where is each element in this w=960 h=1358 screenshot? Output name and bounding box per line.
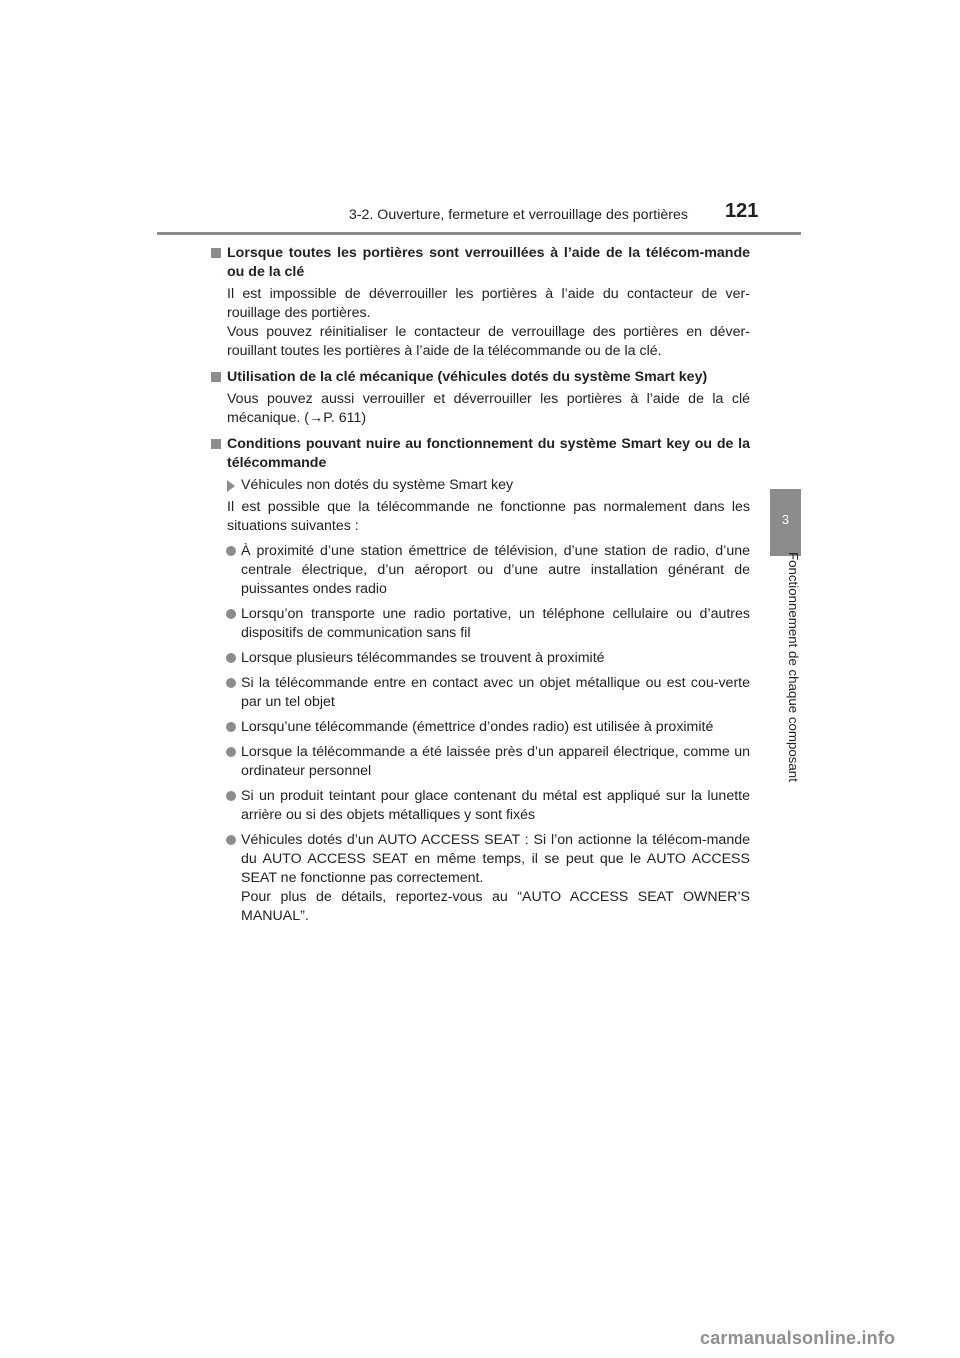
list-item — [210, 718, 750, 737]
closing-paragraph: Pour plus de détails, reportez-vous au “AUTO ACCESS SEAT OWNER’S MANUAL”. — [241, 889, 750, 924]
section-interference-conditions — [210, 435, 750, 926]
section-heading-text: Conditions pouvant nuire au fonctionnement du système Smart key ou de la télécommande — [227, 436, 750, 471]
square-bullet-icon — [211, 439, 221, 449]
section-heading — [210, 368, 750, 387]
paragraph: Il est impossible de déverrouiller les portières à l’aide du contacteur de ver-rouillage des portières. — [227, 286, 750, 321]
round-bullet-icon — [226, 609, 236, 619]
round-bullet-icon — [226, 653, 236, 663]
list-item-text: À proximité d’une station émettrice de télévision, d’une station de radio, d’une centrale électrique, d’un aéroport ou d’une autre installation générant de puissantes ondes radio — [241, 543, 750, 597]
section-mechanical-key — [210, 368, 750, 428]
section-heading — [210, 244, 750, 282]
section-locked-doors — [210, 244, 750, 361]
header-title: 3-2. Ouverture, fermeture et verrouillage des portières — [348, 207, 688, 223]
section-heading — [210, 435, 750, 473]
square-bullet-icon — [211, 248, 221, 258]
side-tab-number: 3 — [781, 512, 790, 527]
round-bullet-icon — [226, 678, 236, 688]
subheading-text: Véhicules non dotés du système Smart key — [241, 477, 514, 493]
page-number: 121 — [725, 200, 759, 222]
round-bullet-icon — [226, 546, 236, 556]
paragraph: Vous pouvez aussi verrouiller et déverrouiller les portières à l’aide de la clé mécanique. (→P. 611) — [227, 391, 750, 426]
round-bullet-icon — [226, 747, 236, 757]
list-item-text: Véhicules dotés d’un AUTO ACCESS SEAT : Si l’on actionne la télécom-mande du AUTO ACCESS SEAT en même temps, il se peut que le AUTO ACCESS SEAT ne fonctionne pas correctement. — [241, 832, 750, 886]
round-bullet-icon — [226, 722, 236, 732]
side-tab-label: Fonctionnement de chaque composant — [786, 552, 801, 782]
intro-paragraph: Il est possible que la télécommande ne fonctionne pas normalement dans les situations suivantes : — [227, 499, 750, 534]
list-item — [210, 674, 750, 712]
list-item — [210, 787, 750, 825]
list-item — [210, 605, 750, 643]
list-item-text: Lorsqu’on transporte une radio portative, un téléphone cellulaire ou d’autres dispositifs de communication sans fil — [241, 606, 750, 641]
section-heading-text: Utilisation de la clé mécanique (véhicules dotés du système Smart key) — [227, 369, 708, 385]
subheading — [210, 476, 750, 495]
list-item — [210, 831, 750, 888]
paragraph: Vous pouvez réinitialiser le contacteur de verrouillage des portières en déver-rouillant toutes les portières à l’aide de la télécommande ou de la clé. — [227, 324, 750, 359]
list-item — [210, 649, 750, 668]
round-bullet-icon — [226, 835, 236, 845]
header-rule — [157, 232, 801, 235]
list-item — [210, 542, 750, 599]
list-item-text: Lorsqu’une télécommande (émettrice d’ondes radio) est utilisée à proximité — [241, 719, 714, 735]
list-item-text: Lorsque plusieurs télécommandes se trouvent à proximité — [241, 650, 605, 666]
section-heading-text: Lorsque toutes les portières sont verrouillées à l’aide de la télécom-mande ou de la clé — [227, 245, 750, 280]
list-item-text: Lorsque la télécommande a été laissée près d’un appareil électrique, comme un ordinateur personnel — [241, 744, 750, 779]
watermark: carmanualsonline.info — [700, 1328, 896, 1348]
round-bullet-icon — [226, 791, 236, 801]
list-item-text: Si la télécommande entre en contact avec un objet métallique ou est cou-verte par un tel objet — [241, 675, 750, 710]
list-item — [210, 743, 750, 781]
list-item-text: Si un produit teintant pour glace contenant du métal est appliqué sur la lunette arrière ou si des objets métalliques y sont fixés — [241, 788, 750, 823]
triangle-arrow-icon — [227, 480, 235, 492]
square-bullet-icon — [211, 372, 221, 382]
page-content — [210, 244, 750, 933]
